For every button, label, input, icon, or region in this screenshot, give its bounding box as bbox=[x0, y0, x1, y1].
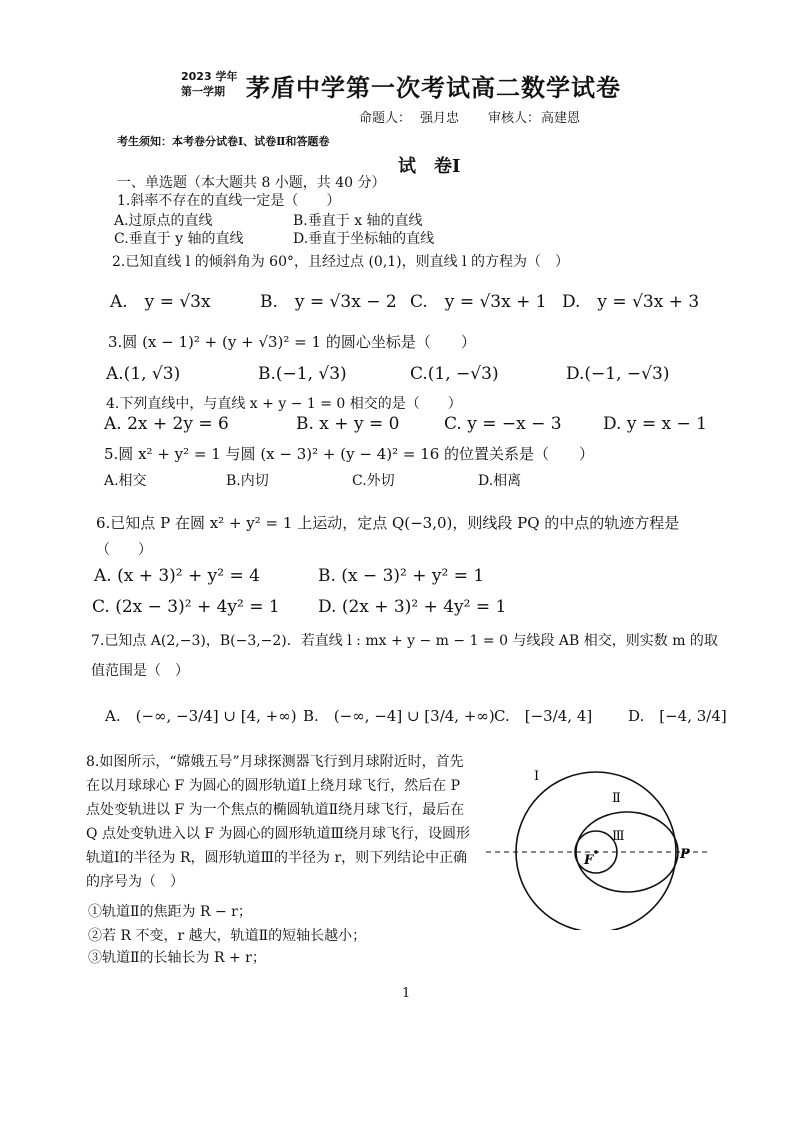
q5-option-d: D.相离 bbox=[478, 473, 522, 489]
q7-option-c: C. [−3/4, 4] bbox=[494, 707, 593, 725]
q1-option-d: D.垂直于坐标轴的直线 bbox=[293, 231, 435, 247]
school-term: 第一学期 bbox=[181, 85, 225, 98]
q6-stem: 6.已知点 P 在圆 x² + y² = 1 上运动，定点 Q(−3,0)，则线段 PQ 的中点的轨迹方程是 bbox=[96, 514, 680, 532]
q3-option-a: A.(1, √3) bbox=[106, 364, 181, 384]
reviewer-label: 审核人： bbox=[488, 111, 541, 126]
q5-stem: 5.圆 x² + y² = 1 与圆 (x − 3)² + (y − 4)² = 16 的位置关系是（ ） bbox=[104, 445, 595, 463]
q1-option-a: A.过原点的直线 bbox=[114, 213, 213, 229]
q6-option-b: B. (x − 3)² + y² = 1 bbox=[318, 566, 485, 586]
orbit-diagram bbox=[484, 760, 710, 930]
q6-paren: （ ） bbox=[96, 542, 152, 558]
q3-option-c: C.(1, −√3) bbox=[410, 364, 499, 384]
q5-option-c: C.外切 bbox=[352, 473, 395, 489]
paper-heading: 试 卷Ⅰ bbox=[398, 156, 461, 177]
label-orbit-ii: Ⅱ bbox=[612, 791, 621, 806]
q4-option-a: A. 2x + 2y = 6 bbox=[104, 414, 229, 434]
q2-option-c: C. y = √3x + 1 bbox=[410, 292, 547, 312]
label-point-p: P bbox=[680, 847, 690, 862]
q3-stem: 3.圆 (x − 1)² + (y + √3)² = 1 的圆心坐标是（ ） bbox=[108, 333, 476, 351]
q3-option-b: B.(−1, √3) bbox=[258, 364, 347, 384]
reviewer-name: 高建恩 bbox=[541, 111, 581, 126]
q7-stem-cont: 值范围是（ ） bbox=[91, 663, 189, 679]
q6-option-d: D. (2x + 3)² + 4y² = 1 bbox=[318, 597, 507, 617]
setter-name: 强月忠 bbox=[420, 111, 460, 126]
setter-label: 命题人： bbox=[359, 111, 412, 126]
q4-option-d: D. y = x − 1 bbox=[603, 414, 707, 434]
q1-option-b: B.垂直于 x 轴的直线 bbox=[293, 213, 423, 229]
label-orbit-i: Ⅰ bbox=[534, 769, 540, 784]
focus-point bbox=[594, 850, 598, 854]
q5-option-b: B.内切 bbox=[226, 473, 269, 489]
exam-notice: 考生须知：本考卷分试卷Ⅰ、试卷Ⅱ和答题卷 bbox=[117, 135, 330, 148]
q7-option-b: B. (−∞, −4] ∪ [3/4, +∞) bbox=[303, 707, 495, 725]
q6-option-a: A. (x + 3)² + y² = 4 bbox=[94, 566, 260, 586]
page-number: 1 bbox=[402, 986, 411, 1001]
q2-option-d: D. y = √3x + 3 bbox=[562, 292, 700, 312]
q8-statement-2: ②若 R 不变，r 越大，轨道Ⅱ的短轴长越小； bbox=[88, 928, 367, 944]
orbit-ellipse-ii bbox=[576, 812, 678, 892]
q7-option-a: A. (−∞, −3/4] ∪ [4, +∞) bbox=[105, 707, 297, 725]
q8-statement-3: ③轨道Ⅱ的长轴长为 R + r； bbox=[88, 950, 266, 966]
q2-option-a: A. y = √3x bbox=[110, 292, 211, 312]
q4-stem: 4.下列直线中，与直线 x + y − 1 = 0 相交的是（ ） bbox=[106, 396, 462, 412]
q5-option-a: A.相交 bbox=[104, 473, 147, 489]
q7-stem: 7.已知点 A(2,−3)，B(−3,−2)．若直线 l : mx + y − m − 1 = 0 与线段 AB 相交，则实数 m 的取 bbox=[91, 633, 718, 649]
label-orbit-iii: Ⅲ bbox=[612, 829, 625, 844]
q1-option-c: C.垂直于 y 轴的直线 bbox=[114, 231, 244, 247]
q4-option-b: B. x + y = 0 bbox=[296, 414, 400, 434]
q2-option-b: B. y = √3x − 2 bbox=[260, 292, 397, 312]
q8-stem: 8.如图所示，“嫦娥五号”月球探测器飞行到月球附近时，首先在以月球球心 F 为圆心的圆形轨道Ⅰ上绕月球飞行，然后在 P 点处变轨进以 F 为一个焦点的椭圆轨道Ⅱ绕月球飞行，最后在 Q 点处变轨进入以 F 为圆心的圆形轨道Ⅲ绕月球飞行，设圆形轨道Ⅰ的半径为 R，圆形轨道Ⅲ的半径为 r，则下列结论中正确的序号为（ ） bbox=[86, 754, 471, 890]
school-year: 2023 学年 bbox=[181, 70, 238, 83]
q6-option-c: C. (2x − 3)² + 4y² = 1 bbox=[92, 597, 280, 617]
q8-statement-1: ①轨道Ⅱ的焦距为 R − r； bbox=[88, 904, 252, 920]
q3-option-d: D.(−1, −√3) bbox=[566, 364, 670, 384]
q4-option-c: C. y = −x − 3 bbox=[444, 414, 562, 434]
label-focus-f: F bbox=[584, 853, 594, 868]
section-heading: 一、单选题（本大题共 8 小题，共 40 分） bbox=[117, 175, 386, 191]
q1-stem: 1.斜率不存在的直线一定是（ ） bbox=[117, 193, 341, 209]
q7-option-d: D. [−4, 3/4] bbox=[628, 707, 727, 725]
q2-stem: 2.已知直线 l 的倾斜角为 60°，且经过点 (0,1)，则直线 l 的方程为（ ） bbox=[112, 254, 570, 270]
exam-title: 茅盾中学第一次考试高二数学试卷 bbox=[246, 73, 621, 102]
